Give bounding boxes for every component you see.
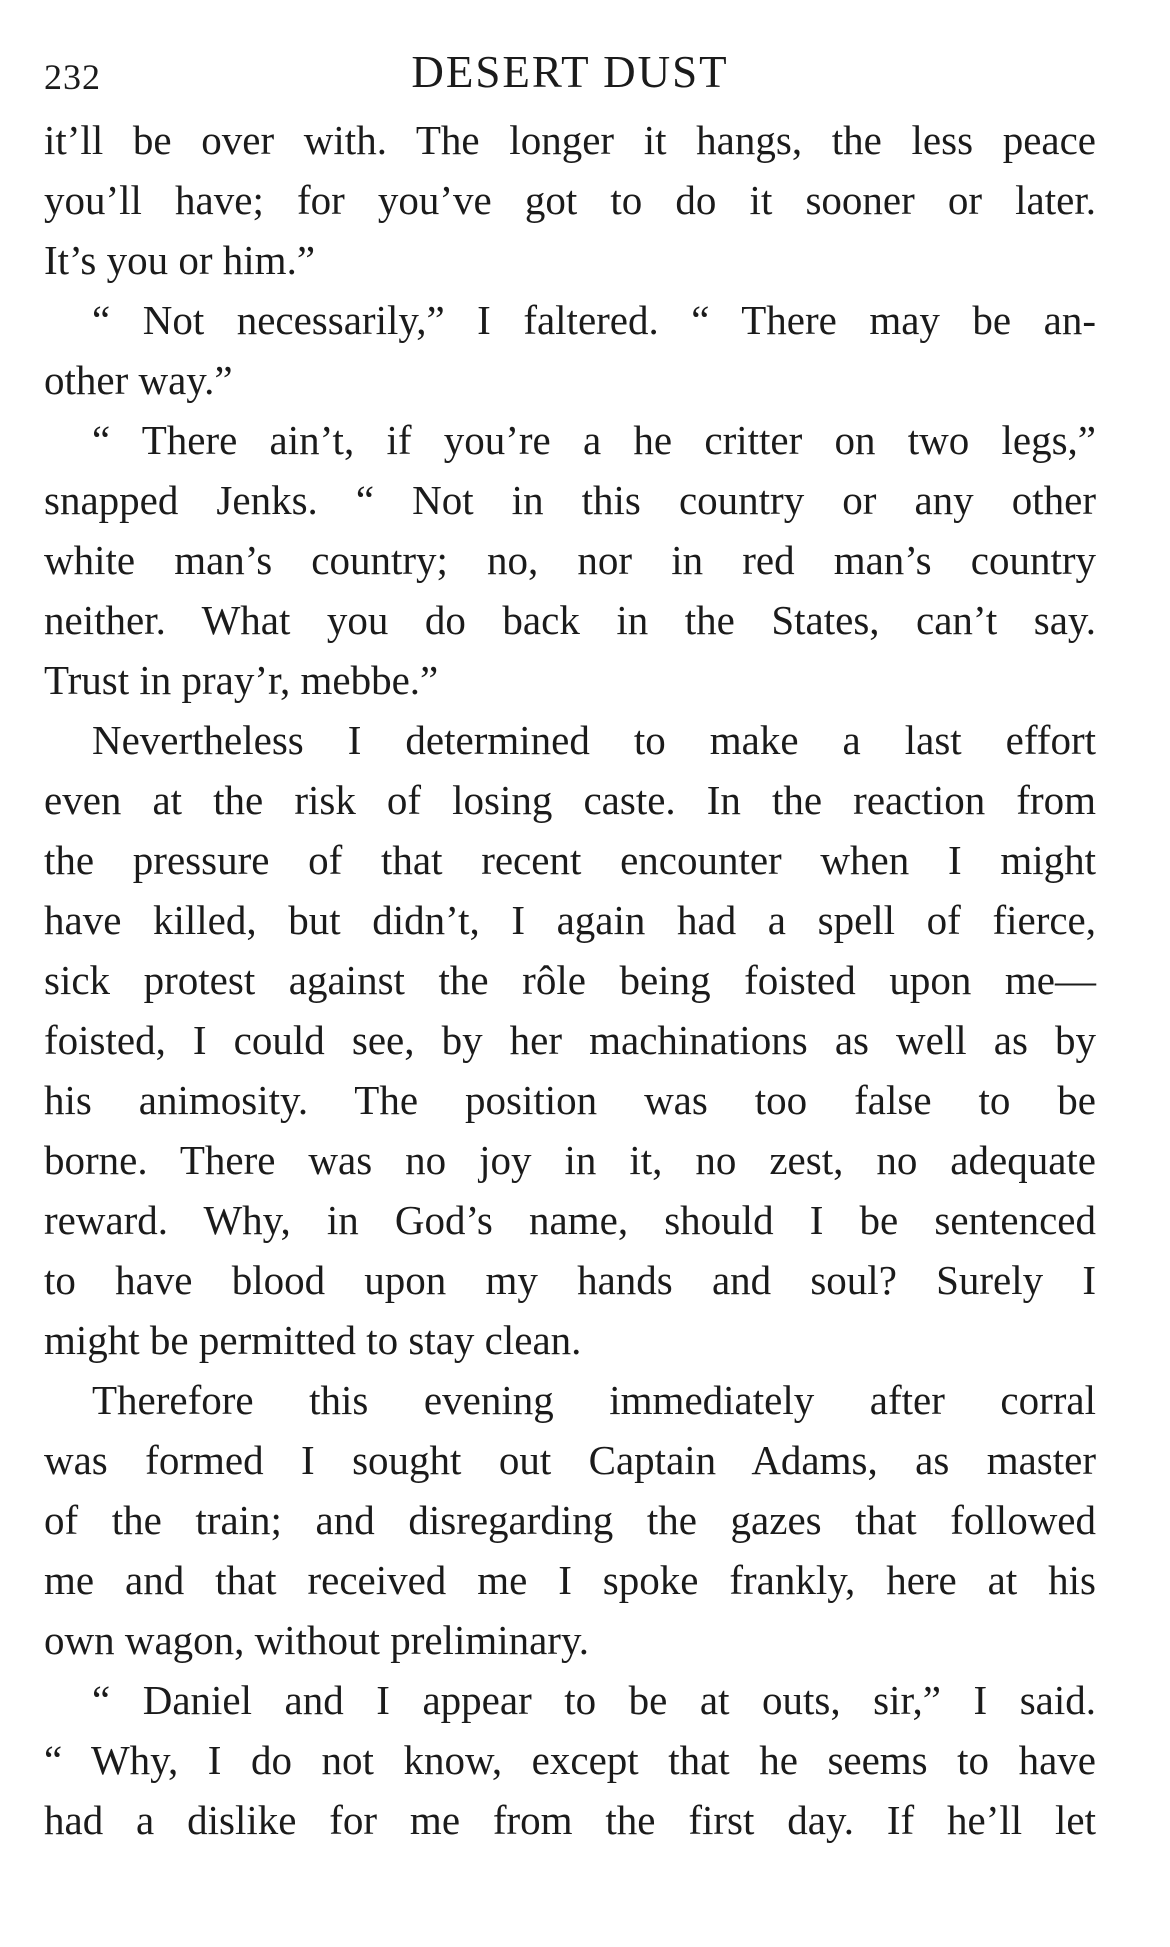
text-line: reward. Why, in God’s name, should I be sentenced	[44, 1197, 1096, 1243]
text-line: “ There ain’t, if you’re a he critter on two legs,”	[92, 417, 1096, 463]
text-line: have killed, but didn’t, I again had a spell of fierce,	[44, 897, 1096, 943]
book-page	[44, 40, 1096, 1850]
text-line: white man’s country; no, nor in red man’s country	[44, 537, 1096, 583]
text-line: sick protest against the rôle being foisted upon me—	[44, 957, 1096, 1003]
text-line: was formed I sought out Captain Adams, as master	[44, 1437, 1096, 1483]
text-line: even at the risk of losing caste. In the reaction from	[44, 777, 1096, 823]
text-line: It’s you or him.”	[44, 237, 316, 283]
text-line: Nevertheless I determined to make a last effort	[92, 717, 1096, 763]
text-line: borne. There was no joy in it, no zest, no adequate	[44, 1137, 1096, 1183]
text-line: you’ll have; for you’ve got to do it sooner or later.	[44, 177, 1096, 223]
text-line: “ Not necessarily,” I faltered. “ There may be an-	[92, 297, 1096, 343]
text-line: own wagon, without preliminary.	[44, 1617, 590, 1663]
text-line: “ Daniel and I appear to be at outs, sir,” I said.	[92, 1677, 1096, 1723]
text-line: Trust in pray’r, mebbe.”	[44, 657, 439, 703]
text-line: had a dislike for me from the first day. If he’ll let	[44, 1797, 1096, 1843]
text-line: the pressure of that recent encounter when I might	[44, 837, 1096, 883]
text-line: it’ll be over with. The longer it hangs, the less peace	[44, 117, 1096, 163]
text-line: foisted, I could see, by her machinations as well as by	[44, 1017, 1096, 1063]
running-head	[44, 40, 1096, 110]
text-line: other way.”	[44, 357, 233, 403]
text-line: of the train; and disregarding the gazes that followed	[44, 1497, 1096, 1543]
body-text	[44, 110, 1096, 1850]
text-line: to have blood upon my hands and soul? Surely I	[44, 1257, 1096, 1303]
running-title: DESERT DUST	[411, 47, 729, 97]
page-number: 232	[44, 57, 101, 97]
text-line: Therefore this evening immediately after corral	[92, 1377, 1096, 1423]
text-line: snapped Jenks. “ Not in this country or any other	[44, 477, 1096, 523]
text-line: his animosity. The position was too false to be	[44, 1077, 1096, 1123]
text-line: might be permitted to stay clean.	[44, 1317, 582, 1363]
text-line: neither. What you do back in the States, can’t say.	[44, 597, 1096, 643]
text-line: me and that received me I spoke frankly, here at his	[44, 1557, 1096, 1603]
text-line: “ Why, I do not know, except that he seems to have	[44, 1737, 1096, 1783]
